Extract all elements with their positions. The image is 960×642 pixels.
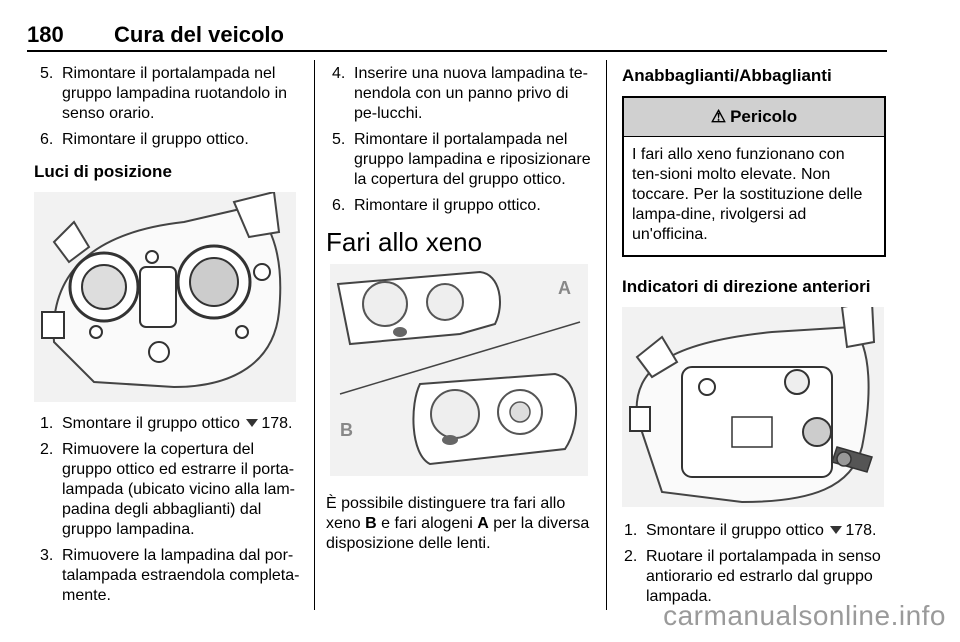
xenon-vs-halogen-illustration [330,264,588,476]
step-text: Rimontare il gruppo ottico. [62,131,249,148]
warning-title: Pericolo [730,107,798,126]
label-b-reference: B [365,515,377,532]
xenon-vs-halogen-drawing [330,264,588,476]
step-number: 3. [40,547,54,564]
section-heading-xeno: Fari allo xeno [326,227,483,257]
warning-triangle-icon: ⚠ [710,107,727,126]
step-number: 2. [40,441,54,458]
figure-label-a: A [558,278,571,298]
step-text: Smontare il gruppo ottico [62,415,240,432]
step-number: 6. [332,197,346,214]
paragraph-text: per la diversa disposizione delle lenti. [326,515,590,552]
list-item [38,414,300,434]
step-text: Inserire una nuova lampadina te-nendola con un panno privo di pe-lucchi. [354,65,588,122]
steps-list [622,521,886,607]
xenon-paragraph [326,494,592,554]
list-item [330,130,592,190]
list-item [38,546,300,606]
step-text: Rimontare il portalampada nel gruppo lampadina ruotandolo in senso orario. [62,65,288,122]
step-number: 2. [624,548,638,565]
step-number: 1. [40,415,54,432]
column-divider-2 [606,60,607,610]
warning-header [624,98,884,137]
list-item [330,64,592,124]
paragraph-text: È possibile distinguere tra fari allo xeno [326,495,566,532]
list-item [38,130,300,150]
page-number: 180 [27,22,64,47]
step-number: 1. [624,522,638,539]
step-number: 5. [332,131,346,148]
turn-signal-drawing [622,307,884,507]
watermark: carmanualsonline.info [663,600,946,631]
subheading-luci-posizione: Luci di posizione [34,162,172,181]
subheading-indicatori: Indicatori di direzione anteriori [622,277,871,296]
step-text: Ruotare il portalampada in senso antiorario ed estrarlo dal gruppo lampada. [646,548,881,605]
warning-box [622,96,886,257]
step-text: Rimontare il gruppo ottico. [354,197,541,214]
page-title: Cura del veicolo [114,22,284,47]
list-item [622,547,886,607]
step-number: 5. [40,65,54,82]
steps-list-top [38,64,300,150]
step-text: Rimuovere la lampadina dal por-talampada estraendola completa-mente. [62,547,300,604]
header-rule [27,50,887,52]
paragraph-text: e fari alogeni [376,515,478,532]
column-divider-1 [314,60,315,610]
list-item [38,440,300,540]
figure-label-b: B [340,420,353,440]
list-item [330,196,592,216]
step-text: Rimuovere la copertura del gruppo ottico ed estrarre il porta-lampada (ubicato vicino alla lam-padina degli abbaglianti) dal gruppo lampadina. [62,441,295,538]
headlight-rear-drawing [34,192,296,402]
headlight-rear-illustration [34,192,296,402]
page-reference[interactable]: 178. [845,522,877,539]
list-item [622,521,886,541]
steps-list-bottom [38,414,300,606]
turn-signal-illustration [622,307,884,507]
subheading-anabbaglianti: Anabbaglianti/Abbaglianti [622,66,832,85]
step-text: Smontare il gruppo ottico [646,522,824,539]
step-number: 6. [40,131,54,148]
warning-text: I fari allo xeno funzionano con ten-sioni molto elevate. Non toccare. Per la sostituzione delle lampa-dine, rivolgersi ad un'officina. [632,146,863,243]
step-text: Rimontare il portalampada nel gruppo lampadina e riposizionare la copertura del gruppo ottico. [354,131,591,188]
column-2 [326,64,592,554]
step-number: 4. [332,65,346,82]
page-reference[interactable]: 178. [261,415,293,432]
page-reference-arrow-icon [830,526,842,534]
label-a-reference: A [477,515,489,532]
list-item [38,64,300,124]
page-reference-arrow-icon [246,419,258,427]
column-1 [34,64,300,612]
column-3 [622,64,886,613]
steps-list-top [330,64,592,216]
